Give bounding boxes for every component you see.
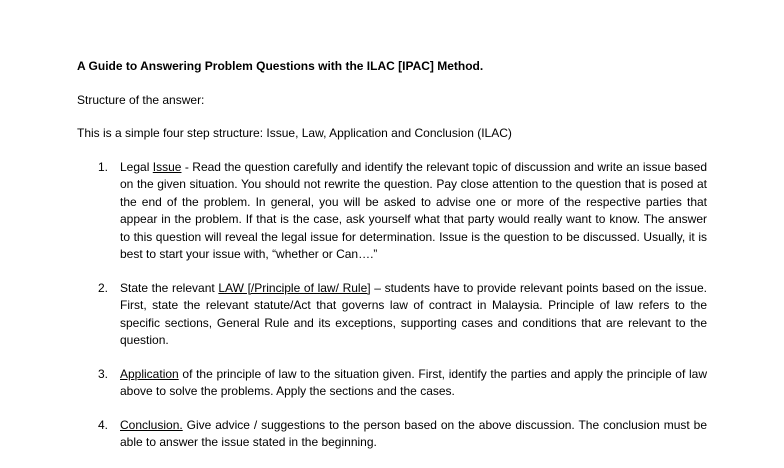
intro-paragraph: This is a simple four step structure: Issue, Law, Application and Conclusion (ILAC) [77, 126, 512, 140]
step-term: Conclusion. [120, 417, 183, 432]
step-text: – students have to provide relevant points based on the issue. First, state the relevant statute/Act that governs law of contract in Malaysia. Principle of law refers to the specific sections, General Rule and its exceptions, supporting cases and conditions that are relevant to the question. [120, 280, 707, 347]
steps-list [77, 159, 707, 452]
step-lead: Legal [120, 159, 153, 174]
step-text: Give advice / suggestions to the person based on the above discussion. The conclusion must be able to answer the issue stated in the beginning. [120, 417, 707, 449]
list-item-application [77, 366, 707, 401]
step-text: - Read the question carefully and identify the relevant topic of discussion and write an issue based on the given situation. You should not rewrite the question. Pay close attention to the question that is posed at the end of the problem. In general, you will be asked to advise one or more of the respective parties that appear in the problem. If that is the case, ask yourself what that party would really want to know. The answer to this question will reveal the legal issue for determination. Issue is the question to be discussed. Usually, it is best to start your issue with, “whether or Can….” [120, 159, 708, 261]
document-title: A Guide to Answering Problem Questions with the ILAC [IPAC] Method. [77, 59, 484, 73]
list-number: 3. [98, 366, 109, 381]
list-number: 2. [98, 280, 109, 295]
step-lead: State the relevant [120, 280, 219, 295]
step-term: Application [120, 366, 179, 381]
step-text: of the principle of law to the situation given. First, identify the parties and apply the principle of law above to solve the problems. Apply the sections and the cases. [120, 366, 707, 398]
step-term: Issue [152, 159, 182, 174]
structure-heading: Structure of the answer: [77, 92, 205, 107]
list-number: 4. [98, 417, 109, 432]
list-item-law [77, 280, 707, 350]
list-number: 1. [98, 159, 109, 174]
step-term: LAW [/Principle of law/ Rule] [218, 280, 371, 295]
document-page [77, 58, 707, 468]
list-item-issue [77, 159, 707, 264]
list-item-conclusion [77, 417, 707, 452]
